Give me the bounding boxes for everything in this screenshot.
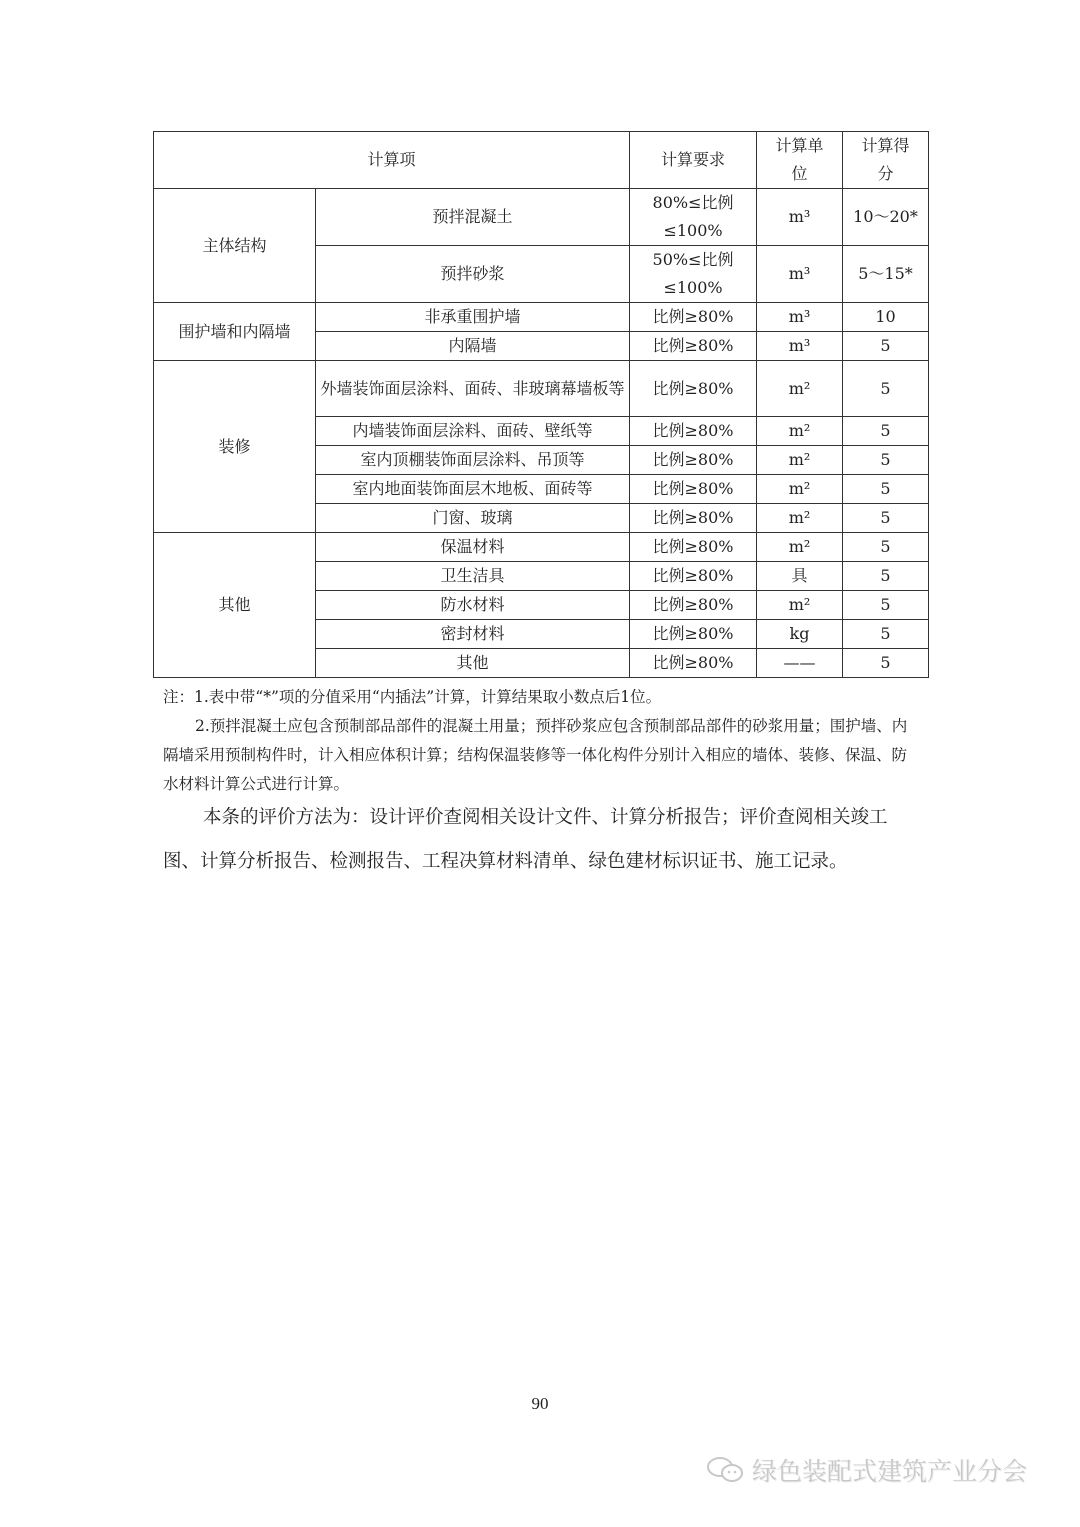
cell-score: 5 bbox=[843, 591, 929, 620]
cell-requirement: 50%≤比例≤100% bbox=[630, 246, 757, 303]
body-text: 本条的评价方法为：设计评价查阅相关设计文件、计算分析报告；评价查阅相关竣工图、计算分析报告、检测报告、工程决算材料清单、绿色建材标识证书、施工记录。 bbox=[163, 807, 888, 872]
cell-unit: m² bbox=[757, 475, 843, 504]
evaluation-method-paragraph bbox=[163, 796, 918, 884]
cell-unit: m² bbox=[757, 446, 843, 475]
cell-score: 5 bbox=[843, 361, 929, 417]
cell-item: 预拌砂浆 bbox=[316, 246, 630, 303]
cell-score: 5～15* bbox=[843, 246, 929, 303]
table-row bbox=[154, 533, 929, 562]
cell-unit: kg bbox=[757, 620, 843, 649]
cell-requirement: 比例≥80% bbox=[630, 446, 757, 475]
cell-item: 卫生洁具 bbox=[316, 562, 630, 591]
cell-requirement: 80%≤比例≤100% bbox=[630, 189, 757, 246]
cell-item: 密封材料 bbox=[316, 620, 630, 649]
cell-item: 防水材料 bbox=[316, 591, 630, 620]
watermark-text: 绿色装配式建筑产业分会 bbox=[752, 1457, 1028, 1486]
cell-unit: m³ bbox=[757, 332, 843, 361]
cell-item: 预拌混凝土 bbox=[316, 189, 630, 246]
cell-score: 5 bbox=[843, 417, 929, 446]
watermark bbox=[706, 1452, 1027, 1488]
cell-unit: m³ bbox=[757, 246, 843, 303]
group-name: 围护墙和内隔墙 bbox=[154, 303, 316, 361]
group-name: 主体结构 bbox=[154, 189, 316, 303]
cell-score: 5 bbox=[843, 620, 929, 649]
cell-requirement: 比例≥80% bbox=[630, 649, 757, 678]
group-name: 装修 bbox=[154, 361, 316, 533]
cell-unit: m² bbox=[757, 591, 843, 620]
cell-requirement: 比例≥80% bbox=[630, 475, 757, 504]
calculation-table bbox=[153, 131, 929, 678]
cell-requirement: 比例≥80% bbox=[630, 504, 757, 533]
cell-score: 5 bbox=[843, 562, 929, 591]
cell-score: 5 bbox=[843, 446, 929, 475]
cell-requirement: 比例≥80% bbox=[630, 361, 757, 417]
cell-item: 内墙装饰面层涂料、面砖、壁纸等 bbox=[316, 417, 630, 446]
cell-score: 10～20* bbox=[843, 189, 929, 246]
cell-requirement: 比例≥80% bbox=[630, 620, 757, 649]
cell-item: 门窗、玻璃 bbox=[316, 504, 630, 533]
table-row bbox=[154, 303, 929, 332]
cell-unit: 具 bbox=[757, 562, 843, 591]
cell-requirement: 比例≥80% bbox=[630, 533, 757, 562]
note-1: 注：1.表中带“*”项的分值采用“内插法”计算，计算结果取小数点后1位。 bbox=[163, 688, 662, 706]
cell-requirement: 比例≥80% bbox=[630, 332, 757, 361]
cell-score: 5 bbox=[843, 332, 929, 361]
cell-requirement: 比例≥80% bbox=[630, 417, 757, 446]
cell-unit: m³ bbox=[757, 189, 843, 246]
header-item: 计算项 bbox=[154, 132, 630, 189]
wechat-icon bbox=[706, 1455, 746, 1485]
cell-score: 5 bbox=[843, 475, 929, 504]
table-row bbox=[154, 361, 929, 417]
cell-score: 10 bbox=[843, 303, 929, 332]
cell-requirement: 比例≥80% bbox=[630, 562, 757, 591]
cell-unit: m² bbox=[757, 361, 843, 417]
cell-item: 其他 bbox=[316, 649, 630, 678]
cell-unit: m² bbox=[757, 504, 843, 533]
cell-score: 5 bbox=[843, 649, 929, 678]
note-2: 2.预拌混凝土应包含预制部品部件的混凝土用量；预拌砂浆应包含预制部品部件的砂浆用量；围护墙、内隔墙采用预制构件时，计入相应体积计算；结构保温装修等一体化构件分别计入相应的墙体、装修、保温、防水材料计算公式进行计算。 bbox=[163, 717, 908, 793]
cell-item: 非承重围护墙 bbox=[316, 303, 630, 332]
cell-item: 室内地面装饰面层木地板、面砖等 bbox=[316, 475, 630, 504]
table-notes bbox=[163, 683, 918, 799]
cell-item: 外墙装饰面层涂料、面砖、非玻璃幕墙板等 bbox=[316, 361, 630, 417]
cell-unit: m² bbox=[757, 533, 843, 562]
header-score: 计算得分 bbox=[843, 132, 929, 189]
cell-requirement: 比例≥80% bbox=[630, 303, 757, 332]
cell-requirement: 比例≥80% bbox=[630, 591, 757, 620]
cell-item: 室内顶棚装饰面层涂料、吊顶等 bbox=[316, 446, 630, 475]
cell-score: 5 bbox=[843, 504, 929, 533]
cell-unit: m³ bbox=[757, 303, 843, 332]
table-header-row bbox=[154, 132, 929, 189]
page-number: 90 bbox=[531, 1394, 549, 1413]
cell-item: 内隔墙 bbox=[316, 332, 630, 361]
header-unit: 计算单位 bbox=[757, 132, 843, 189]
header-requirement: 计算要求 bbox=[630, 132, 757, 189]
table-row bbox=[154, 189, 929, 246]
cell-item: 保温材料 bbox=[316, 533, 630, 562]
group-name: 其他 bbox=[154, 533, 316, 678]
cell-score: 5 bbox=[843, 533, 929, 562]
cell-unit: —— bbox=[757, 649, 843, 678]
cell-unit: m² bbox=[757, 417, 843, 446]
